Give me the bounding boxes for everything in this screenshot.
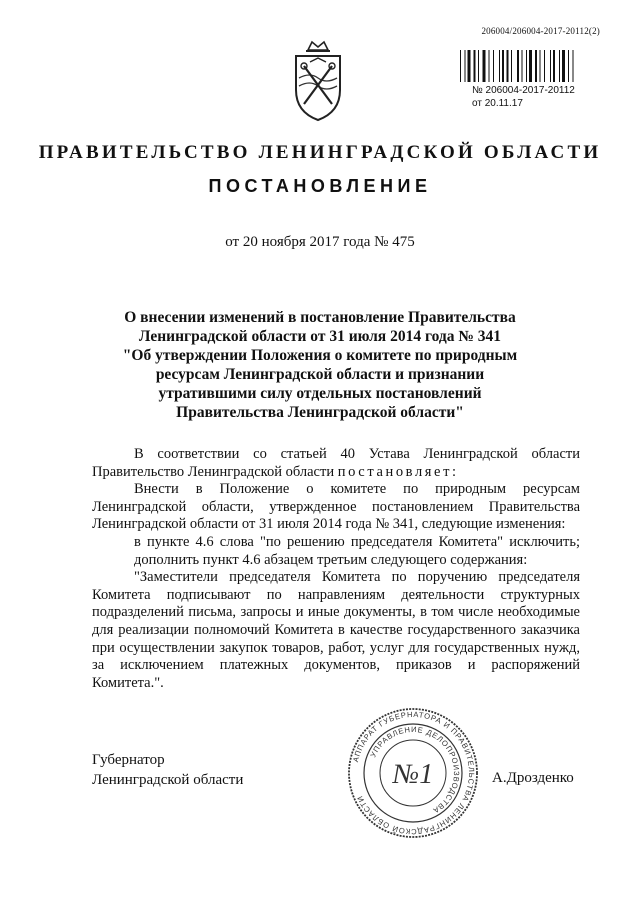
seal-outer-text: АППАРАТ ГУБЕРНАТОРА И ПРАВИТЕЛЬСТВА ЛЕНИНГРАДСКОЙ ОБЛАСТИ bbox=[351, 709, 477, 837]
barcode-bar bbox=[502, 50, 504, 82]
barcode-bar bbox=[526, 50, 527, 82]
signatory-position bbox=[92, 750, 243, 790]
preamble-text: В соответствии со статьей 40 Устава Ленинградской области Правительство Ленинградской области bbox=[92, 446, 580, 480]
paragraph-preamble bbox=[92, 446, 580, 481]
barcode-bar bbox=[483, 50, 486, 82]
registration-block bbox=[472, 84, 575, 110]
barcode-bar bbox=[559, 50, 560, 82]
title-line: утратившими силу отдельных постановлений bbox=[158, 385, 482, 402]
title-line: ресурсам Ленинградской области и признании bbox=[155, 366, 485, 383]
barcode-bar bbox=[517, 50, 519, 82]
paragraph-amendment: Внести в Положение о комитете по природным ресурсам Ленинградской области, утвержденное постановлением Правительства Ленинградской области от 31 июля 2014 года № 341, следующие изменения: bbox=[92, 481, 580, 533]
barcode-bar bbox=[550, 50, 551, 82]
barcode-bar bbox=[544, 50, 545, 82]
official-seal-icon bbox=[346, 706, 480, 840]
barcode-bar bbox=[474, 50, 476, 82]
seal-inner-text: УПРАВЛЕНИЕ ДЕЛОПРОИЗВОДСТВА bbox=[368, 724, 462, 816]
barcode-bar bbox=[465, 50, 466, 82]
barcode-bar bbox=[540, 50, 541, 82]
registration-date: от 20.11.17 bbox=[472, 98, 523, 109]
title-line: О внесении изменений в постановление Правительства bbox=[124, 309, 516, 326]
title-line: "Об утверждении Положения о комитете по природным bbox=[122, 347, 518, 364]
barcode-bar bbox=[562, 50, 565, 82]
barcode-bar bbox=[511, 50, 512, 82]
top-registration-code: 206004/206004-2017-20112(2) bbox=[481, 26, 600, 36]
registration-number: № 206004-2017-20112 bbox=[472, 85, 575, 96]
paragraph-quoted-text: "Заместители председателя Комитета по поручению председателя Комитета подписывают по направлениям деятельности структурных подразделений письма, запросы и иные документы, в том числе необходимые для реализации полномочий Комитета в качестве государственного заказчика при осуществлении закупок товаров, работ, услуг для государственных нужд, за исключением платежных документов, приказов и распоряжений Комитета.". bbox=[92, 569, 580, 691]
barcode-bar bbox=[493, 50, 494, 82]
barcode-icon bbox=[460, 50, 596, 82]
title-line: Правительства Ленинградской области" bbox=[176, 404, 464, 421]
preamble-resolves: постановляет: bbox=[337, 463, 459, 480]
document-title bbox=[80, 308, 560, 422]
signatory-position-line: Губернатор bbox=[92, 752, 165, 768]
paragraph-item-1: в пункте 4.6 слова "по решению председателя Комитета" исключить; bbox=[134, 533, 580, 550]
paragraph-item-2: дополнить пункт 4.6 абзацем третьим следующего содержания: bbox=[134, 551, 528, 568]
document-date-number: от 20 ноября 2017 года № 475 bbox=[225, 234, 415, 250]
barcode-bar bbox=[535, 50, 537, 82]
barcode-bar bbox=[553, 50, 555, 82]
document-body bbox=[92, 446, 580, 692]
document-type: ПОСТАНОВЛЕНИЕ bbox=[208, 176, 432, 196]
signatory-name: А.Дрозденко bbox=[492, 770, 574, 786]
coat-of-arms-icon bbox=[286, 38, 350, 122]
barcode-bar bbox=[460, 50, 461, 82]
barcode-bar bbox=[522, 50, 523, 82]
barcode-bar bbox=[499, 50, 500, 82]
title-line: Ленинградской области от 31 июля 2014 года № 341 bbox=[138, 328, 502, 345]
issuing-authority: ПРАВИТЕЛЬСТВО ЛЕНИНГРАДСКОЙ ОБЛАСТИ bbox=[38, 142, 602, 163]
signatory-position-line: Ленинградской области bbox=[92, 772, 244, 788]
barcode-bar bbox=[507, 50, 509, 82]
seal-number: №1 bbox=[392, 759, 434, 790]
barcode-bar bbox=[568, 50, 569, 82]
barcode-bar bbox=[529, 50, 532, 82]
barcode-bar bbox=[478, 50, 479, 82]
barcode-bar bbox=[573, 50, 574, 82]
barcode-bar bbox=[489, 50, 490, 82]
barcode-bar bbox=[468, 50, 471, 82]
